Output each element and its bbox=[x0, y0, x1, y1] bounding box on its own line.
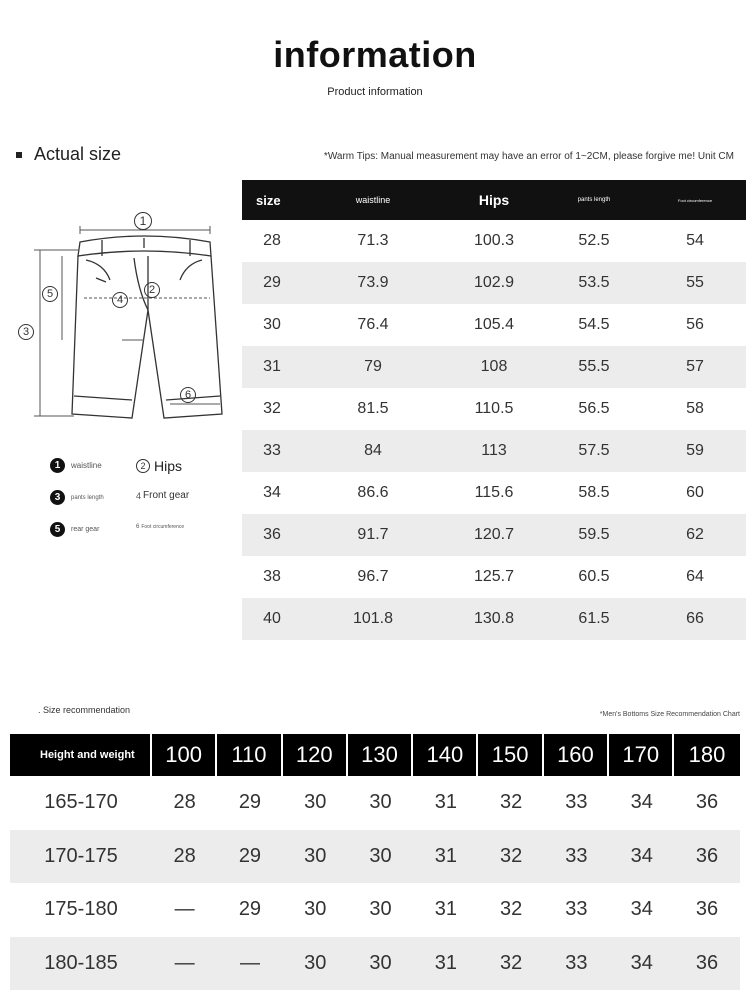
table-cell: 29 bbox=[238, 791, 262, 814]
table-cell: 113 bbox=[481, 442, 507, 459]
table-cell: 56 bbox=[686, 316, 704, 333]
table-cell: 96.7 bbox=[357, 568, 389, 585]
table-cell: 86.6 bbox=[357, 484, 389, 501]
marker-1: 1 bbox=[134, 212, 152, 230]
square-bullet-icon bbox=[16, 152, 22, 158]
table-header bbox=[242, 180, 746, 220]
table-body bbox=[242, 220, 746, 640]
table-row bbox=[10, 937, 740, 991]
legend-label: pants length bbox=[71, 494, 104, 501]
table-cell: 84 bbox=[364, 442, 382, 459]
legend-num: 5 bbox=[50, 522, 65, 537]
table-cell: 31 bbox=[434, 844, 457, 867]
table-cell: 34 bbox=[630, 951, 653, 974]
table-cell: 30 bbox=[369, 844, 392, 867]
table-cell: 32 bbox=[500, 791, 523, 814]
table-row bbox=[242, 304, 746, 346]
table-cell: 58 bbox=[686, 400, 704, 417]
weight-header: 160 bbox=[544, 734, 609, 776]
table-cell: 31 bbox=[434, 791, 457, 814]
legend-item bbox=[50, 490, 104, 505]
table-cell: 36 bbox=[695, 898, 719, 921]
marker-2: 2 bbox=[144, 282, 160, 298]
weight-header: 100 bbox=[152, 734, 217, 776]
table-cell: 55.5 bbox=[578, 358, 610, 375]
table-cell: 30 bbox=[369, 951, 392, 974]
table-cell: 32 bbox=[263, 400, 281, 417]
table-cell: 54.5 bbox=[578, 316, 610, 333]
table-cell: 32 bbox=[500, 898, 523, 921]
col-pants-length: pants length bbox=[577, 197, 611, 203]
actual-size-heading-text: Actual size bbox=[34, 144, 122, 164]
table-cell: 110.5 bbox=[474, 400, 514, 417]
table-cell: 120.7 bbox=[473, 526, 515, 543]
height-range: 165-170 bbox=[44, 791, 118, 814]
table-row bbox=[242, 514, 746, 556]
weight-header: 150 bbox=[478, 734, 543, 776]
legend-num: 3 bbox=[50, 490, 65, 505]
table-cell: 100.3 bbox=[473, 232, 515, 249]
table-row bbox=[242, 556, 746, 598]
table-cell: 36 bbox=[695, 844, 719, 867]
legend-num: 4 bbox=[136, 490, 142, 501]
col-hips: Hips bbox=[478, 192, 510, 208]
table-cell: 36 bbox=[695, 951, 719, 974]
measurement-legend bbox=[50, 456, 230, 546]
weight-header: 120 bbox=[283, 734, 348, 776]
table-cell: 60 bbox=[686, 484, 704, 501]
table-cell: 73.9 bbox=[357, 274, 389, 291]
actual-size-heading bbox=[16, 144, 121, 165]
height-range: 170-175 bbox=[44, 844, 118, 867]
table-cell: 34 bbox=[263, 484, 281, 501]
actual-size-table bbox=[242, 180, 746, 640]
table-cell: 30 bbox=[304, 951, 327, 974]
legend-label: waistline bbox=[71, 461, 102, 470]
page-title: information bbox=[273, 34, 477, 75]
table-row bbox=[242, 388, 746, 430]
table-cell: 52.5 bbox=[578, 232, 610, 249]
table-cell: 40 bbox=[263, 610, 281, 627]
legend-label: Foot circumference bbox=[141, 524, 185, 530]
table-cell: 79 bbox=[364, 358, 382, 375]
table-cell: 76.4 bbox=[357, 316, 389, 333]
weight-header: 140 bbox=[413, 734, 478, 776]
marker-5: 5 bbox=[42, 286, 58, 302]
table-cell: 53.5 bbox=[578, 274, 610, 291]
recommendation-header bbox=[10, 734, 740, 776]
table-cell: 62 bbox=[686, 526, 704, 543]
table-cell: 28 bbox=[173, 791, 196, 814]
table-row bbox=[242, 220, 746, 262]
table-cell: 59 bbox=[686, 442, 704, 459]
table-cell: 101.8 bbox=[352, 610, 394, 627]
table-cell: 34 bbox=[630, 898, 653, 921]
table-cell: 36 bbox=[695, 791, 719, 814]
legend-num: 6 bbox=[136, 524, 140, 530]
table-cell: 33 bbox=[565, 791, 588, 814]
table-cell: 38 bbox=[263, 568, 281, 585]
table-cell: 36 bbox=[263, 526, 281, 543]
marker-4: 4 bbox=[112, 292, 128, 308]
legend-item bbox=[136, 458, 182, 474]
table-row bbox=[242, 262, 746, 304]
table-cell: 34 bbox=[630, 844, 653, 867]
legend-num: 2 bbox=[136, 459, 150, 473]
table-cell: 30 bbox=[304, 898, 327, 921]
table-cell: 59.5 bbox=[578, 526, 610, 543]
table-row bbox=[10, 830, 740, 884]
table-cell: — bbox=[239, 951, 260, 974]
height-range: 175-180 bbox=[44, 898, 118, 921]
table-cell: 54 bbox=[686, 232, 704, 249]
table-cell: 91.7 bbox=[357, 526, 389, 543]
table-cell: 32 bbox=[500, 844, 523, 867]
table-cell: 102.9 bbox=[473, 274, 515, 291]
page-subtitle: Product information bbox=[327, 86, 423, 98]
table-cell: 33 bbox=[263, 442, 281, 459]
legend-label: Front gear bbox=[143, 490, 190, 501]
table-cell: 30 bbox=[304, 791, 327, 814]
table-cell: 30 bbox=[369, 898, 392, 921]
weight-header: 170 bbox=[609, 734, 674, 776]
weight-header: 110 bbox=[217, 734, 282, 776]
table-cell: 71.3 bbox=[357, 232, 389, 249]
table-cell: 108 bbox=[480, 358, 508, 375]
table-cell: 31 bbox=[434, 951, 457, 974]
table-cell: 57.5 bbox=[578, 442, 610, 459]
table-cell: 31 bbox=[263, 358, 281, 375]
size-recommendation-heading: . Size recommendation bbox=[38, 705, 131, 715]
table-cell: 61.5 bbox=[578, 610, 610, 627]
table-cell: — bbox=[174, 951, 195, 974]
table-cell: 58.5 bbox=[578, 484, 610, 501]
corner-label: Height and weight bbox=[10, 734, 152, 776]
marker-6: 6 bbox=[180, 387, 196, 403]
table-cell: 60.5 bbox=[578, 568, 610, 585]
table-cell: 29 bbox=[263, 274, 281, 291]
table-row bbox=[242, 472, 746, 514]
size-recommendation-table bbox=[10, 734, 740, 990]
table-cell: — bbox=[174, 898, 195, 921]
table-cell: 81.5 bbox=[357, 400, 389, 417]
recommendation-chart-label: *Men's Bottoms Size Recommendation Chart bbox=[599, 711, 740, 718]
table-cell: 125.7 bbox=[473, 568, 515, 585]
table-row bbox=[10, 776, 740, 830]
col-foot-circumference: Foot circumference bbox=[677, 197, 713, 203]
table-cell: 32 bbox=[500, 951, 523, 974]
table-cell: 30 bbox=[304, 844, 327, 867]
table-cell: 29 bbox=[238, 898, 262, 921]
height-range: 180-185 bbox=[44, 951, 118, 974]
table-cell: 29 bbox=[238, 844, 262, 867]
table-row bbox=[242, 598, 746, 640]
marker-3: 3 bbox=[18, 324, 34, 340]
legend-item bbox=[50, 522, 99, 537]
table-cell: 28 bbox=[173, 844, 196, 867]
table-cell: 33 bbox=[565, 844, 588, 867]
table-row bbox=[242, 346, 746, 388]
table-cell: 66 bbox=[686, 610, 704, 627]
weight-header: 180 bbox=[674, 734, 739, 776]
legend-label: rear gear bbox=[71, 526, 100, 533]
table-cell: 33 bbox=[565, 898, 588, 921]
table-cell: 31 bbox=[434, 898, 457, 921]
warm-tips: *Warm Tips: Manual measurement may have an error of 1~2CM, please forgive me! Unit CM bbox=[323, 151, 734, 162]
table-cell: 56.5 bbox=[578, 400, 610, 417]
legend-item bbox=[50, 458, 102, 473]
table-cell: 34 bbox=[630, 791, 653, 814]
table-cell: 30 bbox=[369, 791, 392, 814]
table-cell: 130.8 bbox=[473, 610, 515, 627]
table-cell: 28 bbox=[263, 232, 281, 249]
weight-header: 130 bbox=[348, 734, 413, 776]
table-cell: 30 bbox=[263, 316, 281, 333]
table-cell: 55 bbox=[686, 274, 704, 291]
table-row bbox=[242, 430, 746, 472]
table-cell: 115.6 bbox=[474, 484, 514, 501]
legend-item bbox=[136, 524, 184, 530]
table-cell: 105.4 bbox=[473, 316, 515, 333]
table-cell: 33 bbox=[565, 951, 588, 974]
table-cell: 57 bbox=[686, 358, 704, 375]
col-waistline: waistline bbox=[355, 195, 391, 205]
shorts-measurement-diagram bbox=[14, 200, 234, 440]
legend-item bbox=[136, 490, 189, 501]
table-cell: 64 bbox=[686, 568, 704, 585]
table-row bbox=[10, 883, 740, 937]
legend-label: Hips bbox=[154, 458, 183, 474]
col-size: size bbox=[256, 192, 281, 208]
recommendation-body bbox=[10, 776, 740, 990]
shorts-outline-icon bbox=[14, 200, 234, 440]
legend-num: 1 bbox=[50, 458, 65, 473]
